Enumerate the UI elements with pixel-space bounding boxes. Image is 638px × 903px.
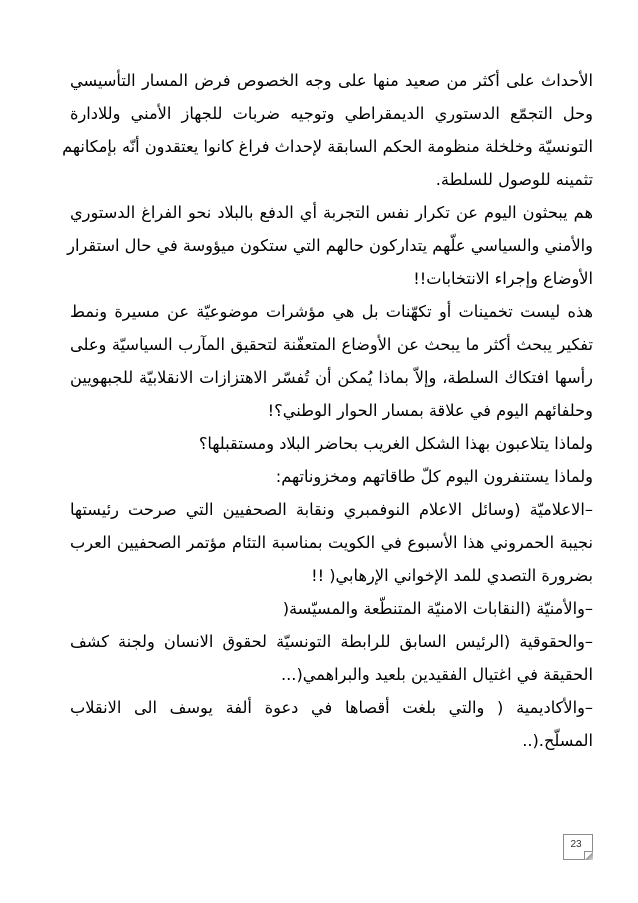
text-line: هذه ليست تخمينات أو تكهّنات بل هي مؤشرات موضوعيّة عن مسيرة ونمط xyxy=(70,302,593,321)
text-line: التونسيّة وخلخلة منظومة الحكم السابقة لإحداث فراغ كانوا يعتقدون أنّه بإمكانهم xyxy=(62,137,593,156)
paragraph xyxy=(70,493,593,592)
paragraph xyxy=(70,625,593,691)
paragraph xyxy=(70,460,593,493)
paragraph xyxy=(62,64,593,196)
text-line: وحل التجمّع الدستوري الديمقراطي وتوجيه ضربات للجهاز الأمني وللادارة xyxy=(70,104,593,123)
paragraph xyxy=(70,295,593,427)
text-line: الحقيقة في اغتيال الفقيدين بلعيد والبراهمي(... xyxy=(281,665,593,684)
paragraph xyxy=(70,691,593,757)
text-line: المسلّح.(.. xyxy=(522,731,593,750)
document-body xyxy=(62,64,593,757)
text-line: نجيبة الحمروني هذا الأسبوع في الكويت بمناسبة التئام مؤتمر الصحفيين العرب xyxy=(70,533,593,552)
text-line: تفكير يبحث أكثر ما يبحث عن الأوضاع المتعفّنة لتحقيق المآرب السياسيّة وعلى xyxy=(70,335,593,354)
text-line: رأسها افتكاك السلطة، وإلاّ بماذا يُمكن أن تُفسّر الاهتزازات الانقلابيّة للجبهويين xyxy=(70,368,593,387)
text-line: –والأمنيّة (النقابات الامنيّة المتنطّعة والمسيّسة( xyxy=(282,599,593,618)
text-line: بضرورة التصدي للمد الإخواني الإرهابي( !! xyxy=(311,566,593,585)
text-line: ولماذا يستنفرون اليوم كلّ طاقاتهم ومخزوناتهم: xyxy=(275,467,593,486)
page-number-box xyxy=(563,834,593,860)
text-line: الأوضاع وإجراء الانتخابات!! xyxy=(413,269,593,288)
text-line: الأحداث على أكثر من صعيد منها على وجه الخصوص فرض المسار التأسيسي xyxy=(70,71,593,90)
text-line: –الاعلاميّة (وسائل الاعلام النوفمبري ونقابة الصحفيين التي صرحت رئيستها xyxy=(70,500,593,519)
paragraph xyxy=(70,592,593,625)
page-number: 23 xyxy=(570,839,582,850)
paragraph xyxy=(70,427,593,460)
text-line: ولماذا يتلاعبون بهذا الشكل الغريب بحاضر البلاد ومستقبلها؟ xyxy=(198,434,593,453)
paragraph xyxy=(67,196,593,295)
text-line: –والأكاديمية ( والتي بلغت أقصاها في دعوة ألفة يوسف الى الانقلاب xyxy=(70,698,593,717)
text-line: وحلفائهم اليوم في علاقة بمسار الحوار الوطني؟! xyxy=(267,401,593,420)
text-line: هم يبحثون اليوم عن تكرار نفس التجربة أي الدفع بالبلاد نحو الفراغ الدستوري xyxy=(70,203,593,222)
text-line: والأمني والسياسي علّهم يتداركون حالهم التي ستكون ميؤوسة في حال استقرار xyxy=(67,236,593,255)
folded-corner-icon xyxy=(584,851,593,860)
text-line: –والحقوقية (الرئيس السابق للرابطة التونسيّة لحقوق الانسان ولجنة كشف xyxy=(70,632,593,651)
text-line: تثمينه للوصول للسلطة. xyxy=(435,170,593,189)
